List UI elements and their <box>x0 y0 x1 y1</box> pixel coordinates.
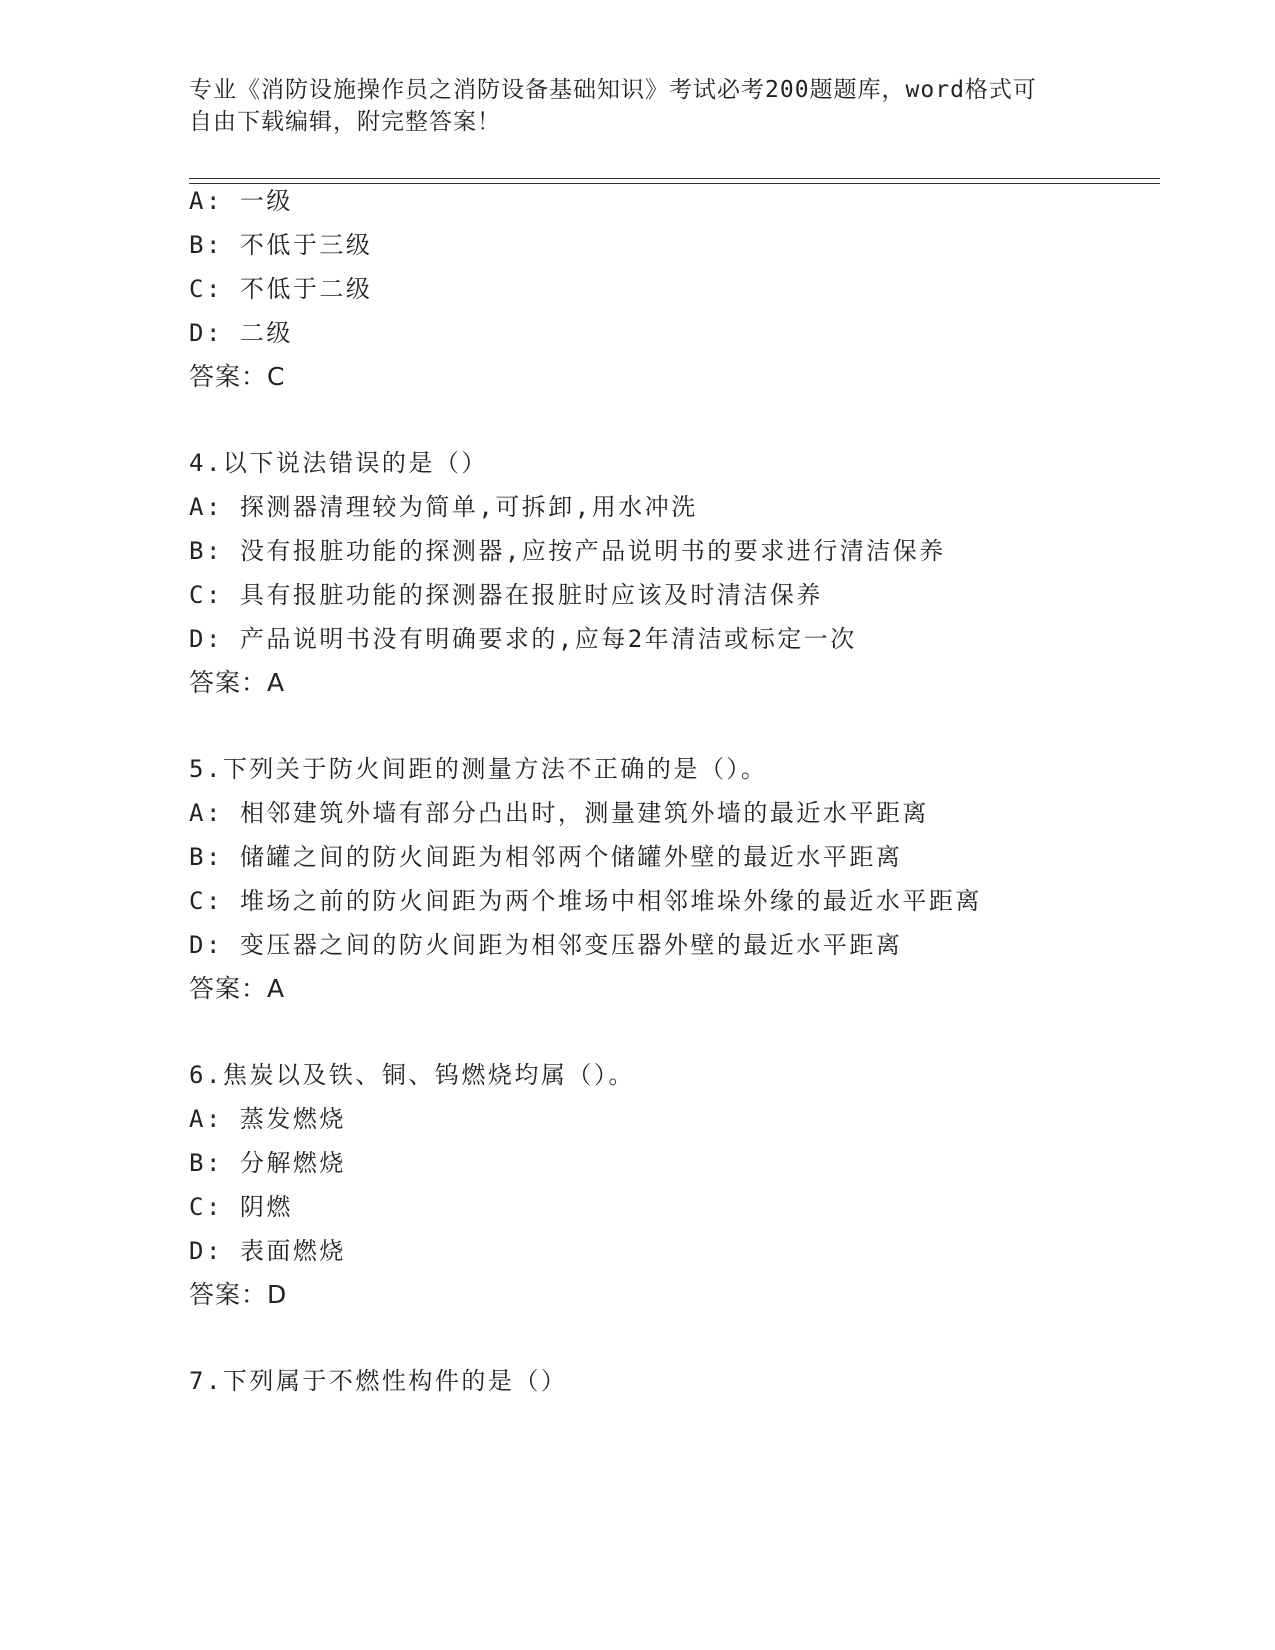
q4-question: 4.以下说法错误的是（） <box>189 449 488 477</box>
q3-answer: 答案：C <box>189 362 286 391</box>
q5-option-b: B: 储罐之间的防火间距为相邻两个储罐外壁的最近水平距离 <box>189 843 903 871</box>
q4-answer: 答案：A <box>189 668 286 697</box>
q5-option-a: A: 相邻建筑外墙有部分凸出时，测量建筑外墙的最近水平距离 <box>189 799 929 827</box>
q6-question: 6.焦炭以及铁、铜、钨燃烧均属（）。 <box>189 1061 635 1089</box>
q4-option-b: B: 没有报脏功能的探测器,应按产品说明书的要求进行清洁保养 <box>189 537 946 565</box>
q5-option-d: D: 变压器之间的防火间距为相邻变压器外壁的最近水平距离 <box>189 931 903 959</box>
q6-option-b: B: 分解燃烧 <box>189 1149 346 1177</box>
q5-question: 5.下列关于防火间距的测量方法不正确的是（）。 <box>189 755 768 783</box>
q4-option-d: D: 产品说明书没有明确要求的,应每2年清洁或标定一次 <box>189 625 857 653</box>
q6-option-a: A: 蒸发燃烧 <box>189 1105 346 1133</box>
q5-answer: 答案：A <box>189 974 286 1003</box>
q3-option-b: B: 不低于三级 <box>189 231 373 259</box>
header-line-1: 专业《消防设施操作员之消防设备基础知识》考试必考200题题库，word格式可 <box>189 77 1037 103</box>
q6-option-d: D: 表面燃烧 <box>189 1237 346 1265</box>
q3-option-d: D: 二级 <box>189 319 293 347</box>
q7-question: 7.下列属于不燃性构件的是（） <box>189 1367 568 1395</box>
q4-option-c: C: 具有报脏功能的探测器在报脏时应该及时清洁保养 <box>189 581 823 609</box>
q5-option-c: C: 堆场之前的防火间距为两个堆场中相邻堆垛外缘的最近水平距离 <box>189 887 982 915</box>
q3-option-c: C: 不低于二级 <box>189 275 373 303</box>
header-line-2: 自由下载编辑，附完整答案！ <box>189 109 501 135</box>
header-divider-bottom <box>189 183 1160 184</box>
q6-answer: 答案：D <box>189 1280 288 1309</box>
q4-option-a: A: 探测器清理较为简单,可拆卸,用水冲洗 <box>189 493 698 521</box>
q6-option-c: C: 阴燃 <box>189 1193 293 1221</box>
header-divider-top <box>189 178 1160 179</box>
q3-option-a: A: 一级 <box>189 187 293 215</box>
document-header <box>189 74 1069 138</box>
